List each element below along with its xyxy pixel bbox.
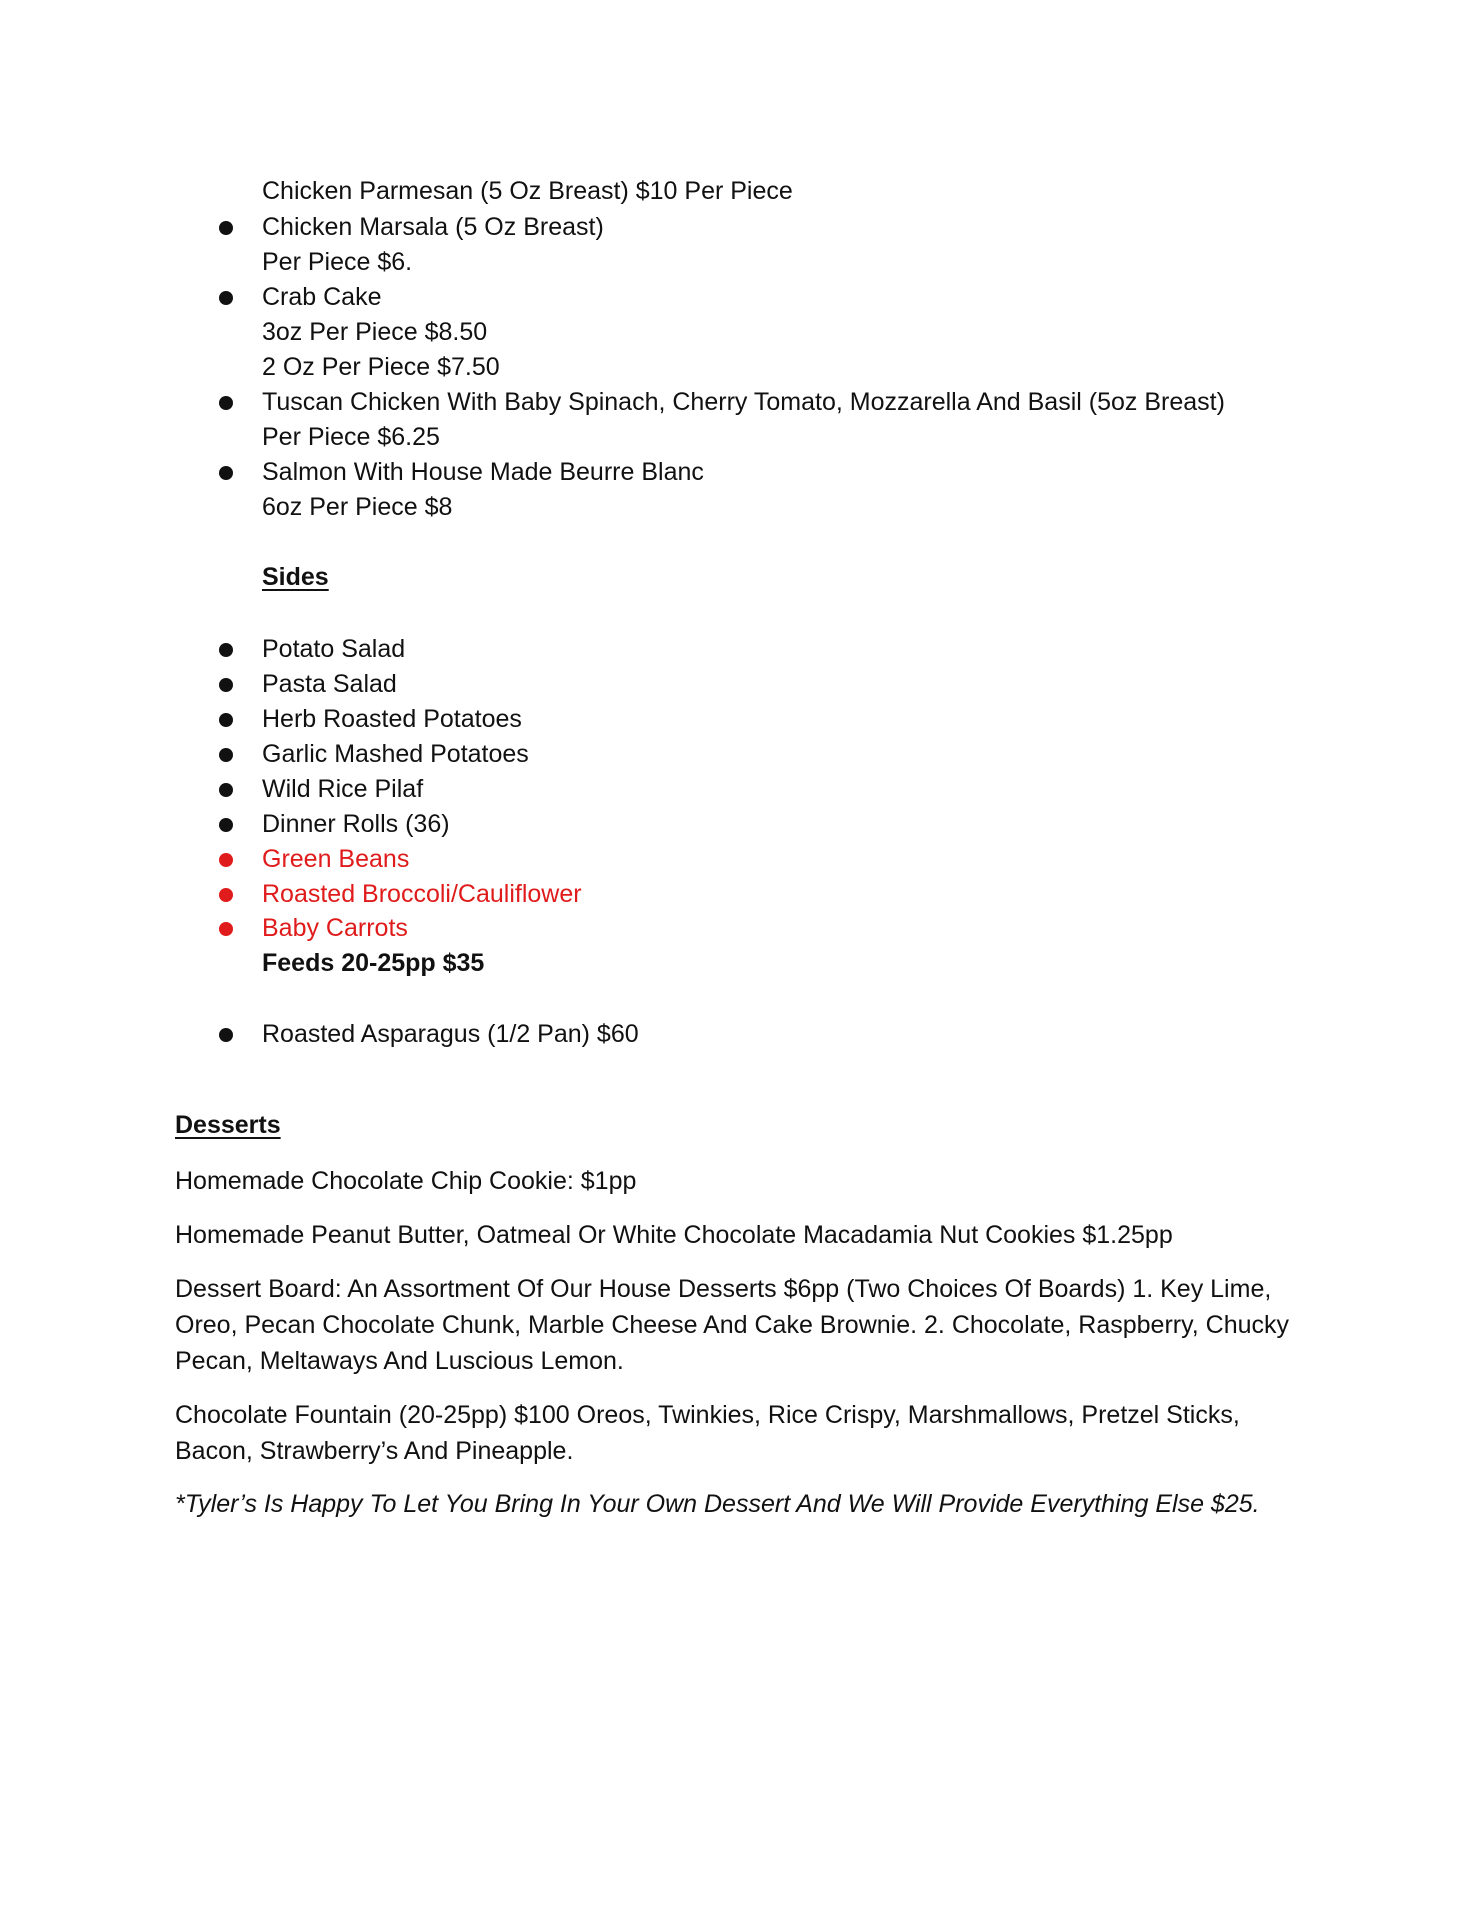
desserts-heading: Desserts	[175, 1111, 281, 1139]
bullet-icon	[219, 888, 233, 902]
bullet-icon	[219, 678, 233, 692]
side-item: Pasta Salad	[262, 670, 397, 698]
bullet-icon	[219, 221, 233, 235]
bullet-icon	[219, 291, 233, 305]
dessert-bring-your-own-note: *Tyler’s Is Happy To Let You Bring In Your Own Dessert And We Will Provide Everything Else $25.	[175, 1490, 1260, 1518]
entree-chicken-marsala: Chicken Marsala (5 Oz Breast)	[262, 213, 604, 241]
bullet-icon	[219, 1028, 233, 1042]
entree-crab-cake: Crab Cake	[262, 283, 382, 311]
entree-chicken-marsala-price: Per Piece $6.	[262, 248, 413, 276]
bullet-icon	[219, 922, 233, 936]
entree-salmon-price: 6oz Per Piece $8	[262, 493, 453, 521]
bullet-icon	[219, 396, 233, 410]
side-item: Potato Salad	[262, 635, 406, 663]
dessert-other-cookies: Homemade Peanut Butter, Oatmeal Or White Chocolate Macadamia Nut Cookies $1.25pp	[175, 1221, 1173, 1249]
dessert-chocolate-chip-cookie: Homemade Chocolate Chip Cookie: $1pp	[175, 1167, 637, 1195]
entree-crab-cake-price-3oz: 3oz Per Piece $8.50	[262, 318, 488, 346]
sides-feeds-note: Feeds 20-25pp $35	[262, 949, 485, 977]
bullet-icon	[219, 748, 233, 762]
bullet-icon	[219, 818, 233, 832]
bullet-icon	[219, 643, 233, 657]
side-item: Garlic Mashed Potatoes	[262, 740, 529, 768]
side-item: Herb Roasted Potatoes	[262, 705, 522, 733]
entree-crab-cake-price-2oz: 2 Oz Per Piece $7.50	[262, 353, 500, 381]
entree-chicken-parmesan: Chicken Parmesan (5 Oz Breast) $10 Per Piece	[262, 177, 793, 205]
side-item: Wild Rice Pilaf	[262, 775, 424, 803]
dessert-board: Dessert Board: An Assortment Of Our House Desserts $6pp (Two Choices Of Boards) 1. Key Lime, Oreo, Pecan Chocolate Chunk, Marble Cheese And Cake Brownie. 2. Chocolate, Raspberry, Chucky Pecan, Meltaways And Luscious Lemon.	[175, 1275, 1290, 1375]
bullet-icon	[219, 713, 233, 727]
bullet-icon	[219, 783, 233, 797]
bullet-icon	[219, 466, 233, 480]
dessert-chocolate-fountain: Chocolate Fountain (20-25pp) $100 Oreos, Twinkies, Rice Crispy, Marshmallows, Pretzel Sticks, Bacon, Strawberry’s And Pineapple.	[175, 1401, 1240, 1465]
side-item-highlighted: Baby Carrots	[262, 914, 408, 942]
side-item: Dinner Rolls (36)	[262, 810, 450, 838]
bullet-icon	[219, 853, 233, 867]
side-roasted-asparagus: Roasted Asparagus (1/2 Pan) $60	[262, 1020, 639, 1048]
side-item-highlighted: Roasted Broccoli/Cauliflower	[262, 880, 582, 908]
entree-tuscan-chicken-price: Per Piece $6.25	[262, 423, 440, 451]
entree-tuscan-chicken: Tuscan Chicken With Baby Spinach, Cherry Tomato, Mozzarella And Basil (5oz Breast)	[262, 388, 1225, 416]
side-item-highlighted: Green Beans	[262, 845, 410, 873]
sides-heading: Sides	[262, 563, 329, 591]
entree-salmon: Salmon With House Made Beurre Blanc	[262, 458, 704, 486]
